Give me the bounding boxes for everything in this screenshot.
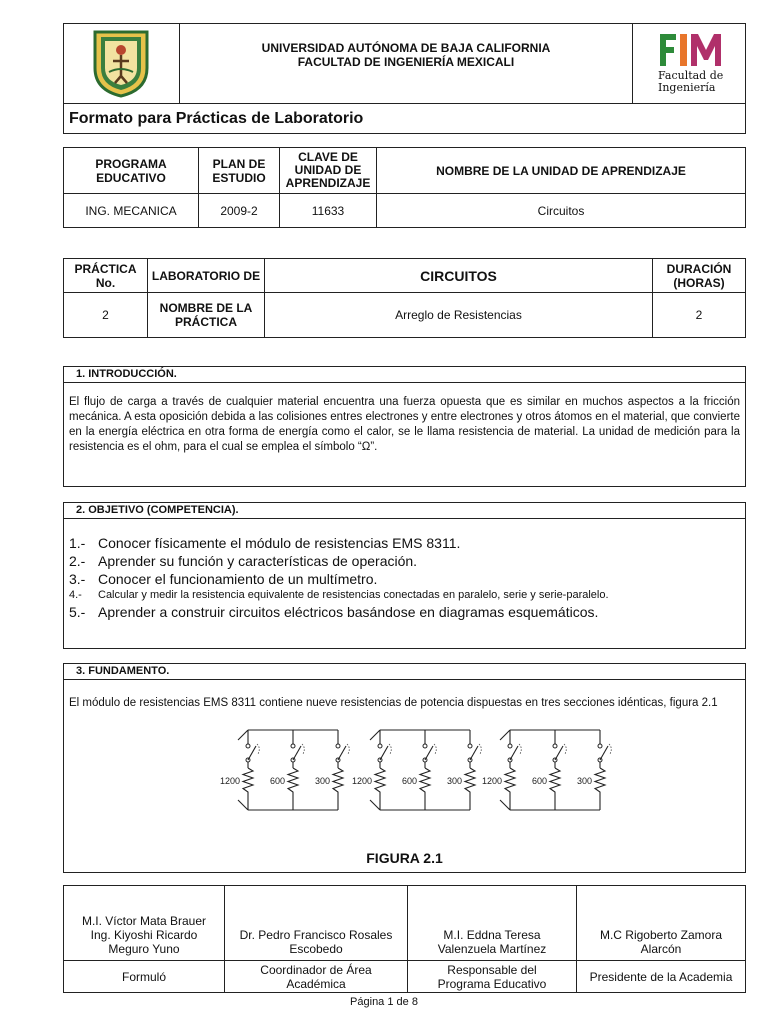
objective-heading: 2. OBJETIVO (COMPETENCIA). [64, 503, 745, 519]
section-top-wire [500, 730, 510, 740]
signature-name-4: M.C Rigoberto Zamora Alarcón [577, 886, 746, 961]
practice-no-value: 2 [64, 293, 148, 338]
resistor-label: 300 [576, 776, 592, 786]
clave-header: CLAVE DE UNIDAD DE APRENDIZAJE [280, 148, 377, 194]
objective-num: 4.- [69, 589, 82, 601]
switch-terminal [291, 744, 295, 748]
program-table-row [64, 194, 746, 228]
objective-item-4 [69, 588, 745, 603]
switch-terminal [508, 744, 512, 748]
switch-arc [519, 744, 521, 754]
lab-label: LABORATORIO DE [148, 259, 265, 293]
fim-logo-text [658, 70, 738, 94]
resistor [420, 768, 430, 810]
introduction-text: El flujo de carga a través de cualquier material encuentra una fuerza opuesta que es similar en muchos aspectos a la fricción mecánica. A esta oposición debida a las colisiones entres electrones y entre electrones y otros átomos en el material, que convierte en la energía eléctrica en otra forma de energía como el calor, se le llama resistencia de material. La unidad de medición para la resistencia es el ohm, para el cual se emplea el símbolo “Ω”. [69, 396, 740, 453]
section-top-wire [238, 730, 248, 740]
fim-logo-cell [632, 24, 745, 103]
signature-role-3: Responsable del Programa Educativo [408, 961, 577, 993]
practice-no-label: PRÁCTICA No. [64, 259, 148, 293]
practice-name-value: Arreglo de Resistencias [265, 293, 653, 338]
switch-arc [302, 744, 304, 754]
format-title: Formato para Prácticas de Laboratorio [63, 104, 746, 134]
fim-logo-icon [658, 32, 724, 68]
resistor [375, 768, 385, 810]
section-top-wire [370, 730, 380, 740]
objective-text: Conocer el funcionamiento de un multímetro. [98, 571, 378, 587]
document-header [63, 23, 746, 104]
duration-label: DURACIÓN (HORAS) [653, 259, 746, 293]
section-bottom-wire [238, 800, 248, 810]
objective-text: Calcular y medir la resistencia equivalente de resistencias conectadas en paralelo, serie y serie-paralelo. [98, 589, 609, 601]
objective-text: Conocer físicamente el módulo de resistencias EMS 8311. [98, 535, 461, 551]
switch-terminal [598, 744, 602, 748]
resistor-label: 600 [269, 776, 285, 786]
figure-caption: FIGURA 2.1 [366, 850, 443, 866]
switch-arc [479, 744, 481, 754]
objective-num: 1.- [69, 535, 86, 551]
switch-arc [389, 744, 391, 754]
signature-role-4: Presidente de la Academia [577, 961, 746, 993]
resistor-label: 300 [446, 776, 462, 786]
resistor [243, 768, 253, 810]
uabc-seal-icon [91, 28, 151, 98]
program-header: PROGRAMA EDUCATIVO [64, 148, 199, 194]
signature-name-2: Dr. Pedro Francisco Rosales Escobedo [225, 886, 408, 961]
signature-table [63, 885, 746, 993]
uabc-seal-cell [64, 24, 180, 103]
switch-terminal [246, 744, 250, 748]
resistor-label: 600 [401, 776, 417, 786]
switch-arc [257, 744, 259, 754]
resistor [465, 768, 475, 810]
signature-names-row [64, 886, 746, 961]
foundation-heading: 3. FUNDAMENTO. [64, 664, 745, 680]
plan-header: PLAN DE ESTUDIO [199, 148, 280, 194]
foundation-text: El módulo de resistencias EMS 8311 contiene nueve resistencias de potencia dispuestas en tres secciones idénticas, figura 2.1 [69, 697, 718, 709]
program-table-header-row [64, 148, 746, 194]
objective-item-5 [69, 603, 745, 621]
switch-arc [564, 744, 566, 754]
resistor [505, 768, 515, 810]
practice-table-row-1 [64, 259, 746, 293]
signature-role-2: Coordinador de Área Académica [225, 961, 408, 993]
practice-table [63, 258, 746, 338]
introduction-section [63, 366, 746, 487]
practice-table-row-2 [64, 293, 746, 338]
unit-name-value: Circuitos [377, 194, 746, 228]
resistor [333, 768, 343, 810]
section-bottom-wire [370, 800, 380, 810]
program-value: ING. MECANICA [64, 194, 199, 228]
duration-value: 2 [653, 293, 746, 338]
resistor-module-diagram [64, 718, 747, 838]
resistor-label: 1200 [219, 776, 240, 786]
program-table [63, 147, 746, 228]
switch-terminal [468, 744, 472, 748]
institution-block [180, 24, 632, 103]
university-name: UNIVERSIDAD AUTÓNOMA DE BAJA CALIFORNIA [261, 41, 551, 55]
resistor-label: 600 [531, 776, 547, 786]
objective-item-1 [69, 534, 745, 552]
switch-terminal [378, 744, 382, 748]
switch-arc [609, 744, 611, 754]
page-number: Página 1 de 8 [350, 996, 418, 1008]
lab-value: CIRCUITOS [265, 259, 653, 293]
practice-name-label: NOMBRE DE LA PRÁCTICA [148, 293, 265, 338]
introduction-heading: 1. INTRODUCCIÓN. [64, 367, 745, 383]
resistor [288, 768, 298, 810]
signature-name-1: M.I. Víctor Mata Brauer Ing. Kiyoshi Ricardo Meguro Yuno [64, 886, 225, 961]
objective-section [63, 502, 746, 649]
resistor-label: 1200 [351, 776, 372, 786]
objective-text: Aprender a construir circuitos eléctricos basándose en diagramas esquemáticos. [98, 604, 599, 620]
faculty-name: FACULTAD DE INGENIERÍA MEXICALI [297, 55, 515, 69]
resistor [595, 768, 605, 810]
plan-value: 2009-2 [199, 194, 280, 228]
objective-text: Aprender su función y características de operación. [98, 553, 418, 569]
switch-arc [434, 744, 436, 754]
objective-item-2 [69, 552, 745, 570]
signature-roles-row [64, 961, 746, 993]
section-bottom-wire [500, 800, 510, 810]
objective-num: 5.- [69, 604, 86, 620]
signature-name-3: M.I. Eddna Teresa Valenzuela Martínez [408, 886, 577, 961]
unit-name-header: NOMBRE DE LA UNIDAD DE APRENDIZAJE [377, 148, 746, 194]
resistor [550, 768, 560, 810]
switch-terminal [336, 744, 340, 748]
switch-terminal [553, 744, 557, 748]
objective-item-3 [69, 570, 745, 588]
resistor-label: 300 [314, 776, 330, 786]
switch-arc [347, 744, 349, 754]
clave-value: 11633 [280, 194, 377, 228]
objective-list [64, 519, 745, 621]
foundation-section [63, 663, 746, 873]
signature-role-1: Formuló [64, 961, 225, 993]
logo-text-line2: Ingeniería [658, 81, 716, 94]
switch-terminal [423, 744, 427, 748]
objective-num: 3.- [69, 571, 86, 587]
objective-num: 2.- [69, 553, 86, 569]
logo-text-line1: Facultad de [658, 69, 724, 82]
resistor-label: 1200 [481, 776, 502, 786]
